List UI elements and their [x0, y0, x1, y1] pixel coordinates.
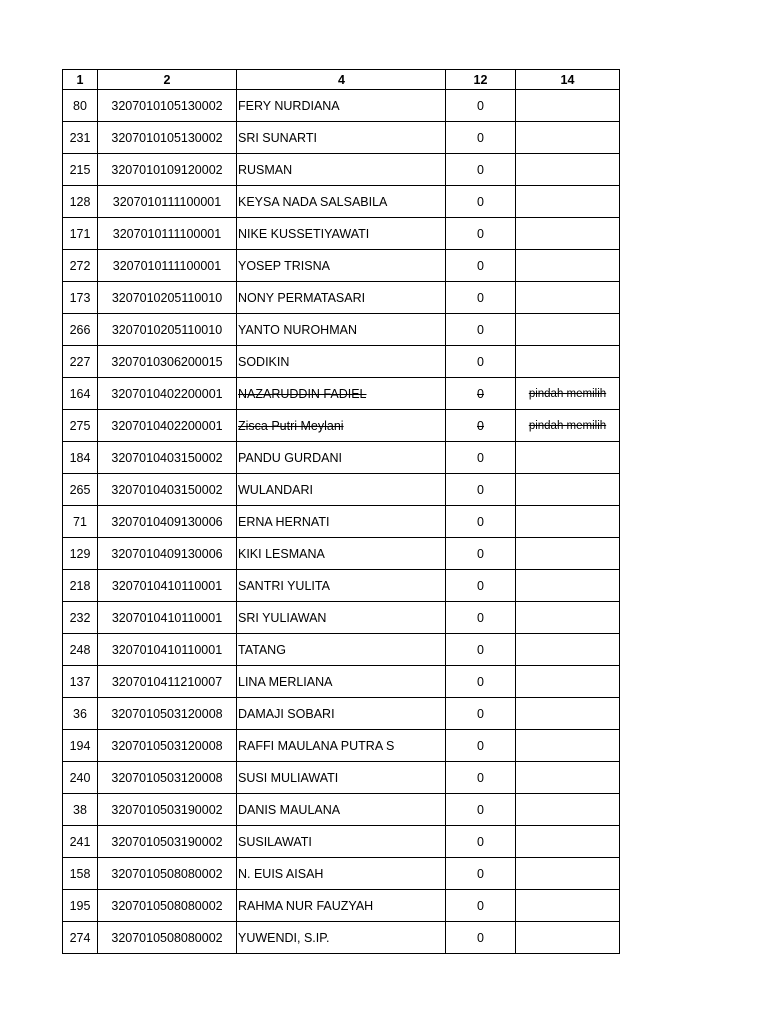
- row-value-cell: [446, 378, 516, 410]
- row-number-cell: [63, 218, 98, 250]
- row-note-text: pindah memilih: [528, 419, 607, 432]
- row-note-cell: [516, 538, 620, 570]
- row-id-cell: [98, 250, 237, 282]
- row-value-text: 0: [477, 770, 484, 785]
- row-number-text: 265: [69, 482, 91, 497]
- row-number-cell: [63, 282, 98, 314]
- row-name-cell: [237, 634, 446, 666]
- row-name-cell: [237, 122, 446, 154]
- row-value-cell: [446, 506, 516, 538]
- table-row: [63, 154, 620, 186]
- row-name-text: NIKE KUSSETIYAWATI: [238, 226, 370, 241]
- row-value-text: 0: [477, 546, 484, 561]
- row-value-cell: [446, 602, 516, 634]
- table-row: [63, 506, 620, 538]
- row-value-text: 0: [477, 418, 484, 433]
- row-name-cell: [237, 762, 446, 794]
- row-number-text: 231: [69, 130, 91, 145]
- row-number-text: 272: [69, 258, 91, 273]
- row-value-text: 0: [477, 642, 484, 657]
- row-value-text: 0: [477, 802, 484, 817]
- row-note-cell: [516, 474, 620, 506]
- row-value-text: 0: [477, 98, 484, 113]
- table-row: [63, 218, 620, 250]
- row-number-cell: [63, 570, 98, 602]
- row-note-cell: [516, 666, 620, 698]
- row-number-cell: [63, 442, 98, 474]
- row-name-text: KEYSA NADA SALSABILA: [238, 194, 388, 209]
- table-row: [63, 538, 620, 570]
- table-row: [63, 922, 620, 954]
- row-note-cell: [516, 314, 620, 346]
- row-value-text: 0: [477, 834, 484, 849]
- table-row: [63, 634, 620, 666]
- row-number-text: 38: [73, 802, 87, 817]
- row-value-text: 0: [477, 930, 484, 945]
- row-id-text: 3207010508080002: [111, 898, 223, 913]
- row-value-cell: [446, 122, 516, 154]
- row-id-cell: [98, 378, 237, 410]
- row-number-cell: [63, 314, 98, 346]
- row-number-cell: [63, 794, 98, 826]
- row-value-cell: [446, 442, 516, 474]
- row-name-text: DAMAJI SOBARI: [238, 706, 335, 721]
- row-name-text: YOSEP TRISNA: [238, 258, 330, 273]
- table-row: [63, 282, 620, 314]
- row-id-cell: [98, 570, 237, 602]
- row-name-text: WULANDARI: [238, 482, 314, 497]
- row-value-text: 0: [477, 386, 484, 401]
- row-value-text: 0: [477, 738, 484, 753]
- row-value-cell: [446, 346, 516, 378]
- row-name-cell: [237, 666, 446, 698]
- row-note-cell: [516, 890, 620, 922]
- row-id-cell: [98, 218, 237, 250]
- row-number-text: 275: [69, 418, 91, 433]
- table-row: [63, 826, 620, 858]
- row-id-cell: [98, 858, 237, 890]
- row-name-cell: [237, 826, 446, 858]
- table-row: [63, 794, 620, 826]
- row-value-text: 0: [477, 226, 484, 241]
- row-note-cell: [516, 186, 620, 218]
- row-number-text: 240: [69, 770, 91, 785]
- row-name-cell: [237, 794, 446, 826]
- row-name-cell: [237, 250, 446, 282]
- row-name-text: FERY NURDIANA: [238, 98, 340, 113]
- row-note-cell: [516, 570, 620, 602]
- table-row: [63, 186, 620, 218]
- row-id-text: 3207010508080002: [111, 866, 223, 881]
- row-name-cell: [237, 186, 446, 218]
- row-number-text: 194: [69, 738, 91, 753]
- row-note-cell: [516, 90, 620, 122]
- row-value-text: 0: [477, 130, 484, 145]
- row-number-cell: [63, 698, 98, 730]
- table-row: [63, 122, 620, 154]
- row-id-cell: [98, 282, 237, 314]
- row-name-text: SODIKIN: [238, 354, 290, 369]
- row-name-text: TATANG: [238, 642, 286, 657]
- row-name-cell: [237, 570, 446, 602]
- voter-table: [62, 69, 620, 954]
- row-number-text: 274: [69, 930, 91, 945]
- row-name-cell: [237, 314, 446, 346]
- row-id-text: 3207010503120008: [111, 770, 223, 785]
- row-name-text: YUWENDI, S.IP.: [238, 930, 330, 945]
- row-id-cell: [98, 186, 237, 218]
- row-note-cell: [516, 346, 620, 378]
- header-col-2: 2: [98, 70, 237, 90]
- row-number-cell: [63, 826, 98, 858]
- row-id-cell: [98, 506, 237, 538]
- row-name-text: NAZARUDDIN FADIEL: [238, 386, 367, 401]
- row-value-cell: [446, 730, 516, 762]
- row-number-text: 241: [69, 834, 91, 849]
- row-value-cell: [446, 826, 516, 858]
- row-value-cell: [446, 698, 516, 730]
- row-name-cell: [237, 442, 446, 474]
- row-note-cell: [516, 442, 620, 474]
- row-number-text: 266: [69, 322, 91, 337]
- row-name-text: ERNA HERNATI: [238, 514, 330, 529]
- row-name-text: SRI YULIAWAN: [238, 610, 327, 625]
- row-note-cell: [516, 378, 620, 410]
- row-number-cell: [63, 186, 98, 218]
- row-id-text: 3207010410110001: [111, 610, 223, 625]
- row-value-cell: [446, 218, 516, 250]
- row-note-cell: [516, 506, 620, 538]
- table-row: [63, 698, 620, 730]
- row-value-text: 0: [477, 866, 484, 881]
- table-row: [63, 250, 620, 282]
- row-id-cell: [98, 474, 237, 506]
- row-note-cell: [516, 922, 620, 954]
- row-id-text: 3207010503120008: [111, 738, 223, 753]
- table-header: [63, 70, 620, 90]
- row-name-text: RAHMA NUR FAUZYAH: [238, 898, 374, 913]
- row-name-cell: [237, 730, 446, 762]
- row-number-cell: [63, 122, 98, 154]
- row-name-text: DANIS MAULANA: [238, 802, 341, 817]
- row-note-cell: [516, 858, 620, 890]
- row-name-text: SUSI MULIAWATI: [238, 770, 339, 785]
- row-id-cell: [98, 730, 237, 762]
- row-value-text: 0: [477, 194, 484, 209]
- row-value-cell: [446, 186, 516, 218]
- table-row: [63, 570, 620, 602]
- row-number-cell: [63, 666, 98, 698]
- row-id-cell: [98, 346, 237, 378]
- row-note-cell: [516, 698, 620, 730]
- row-value-cell: [446, 666, 516, 698]
- row-number-cell: [63, 378, 98, 410]
- row-number-text: 129: [69, 546, 91, 561]
- row-id-text: 3207010410110001: [111, 578, 223, 593]
- row-id-text: 3207010111100001: [112, 194, 222, 209]
- row-value-cell: [446, 154, 516, 186]
- row-note-cell: [516, 410, 620, 442]
- row-name-cell: [237, 154, 446, 186]
- row-number-cell: [63, 602, 98, 634]
- row-number-text: 137: [69, 674, 91, 689]
- row-number-text: 184: [69, 450, 91, 465]
- row-id-text: 3207010105130002: [111, 98, 223, 113]
- table-body: [63, 90, 620, 954]
- row-value-cell: [446, 474, 516, 506]
- row-id-text: 3207010402200001: [111, 418, 223, 433]
- row-id-text: 3207010503190002: [111, 802, 223, 817]
- row-note-cell: [516, 218, 620, 250]
- table-row: [63, 666, 620, 698]
- row-name-text: SANTRI YULITA: [238, 578, 330, 593]
- row-value-cell: [446, 314, 516, 346]
- row-id-cell: [98, 890, 237, 922]
- row-number-cell: [63, 250, 98, 282]
- row-value-text: 0: [477, 482, 484, 497]
- table-row: [63, 378, 620, 410]
- row-value-cell: [446, 858, 516, 890]
- row-id-cell: [98, 698, 237, 730]
- row-id-cell: [98, 666, 237, 698]
- row-number-cell: [63, 474, 98, 506]
- row-number-text: 227: [69, 354, 91, 369]
- row-note-cell: [516, 826, 620, 858]
- row-id-text: 3207010508080002: [111, 930, 223, 945]
- row-note-cell: [516, 730, 620, 762]
- row-number-text: 215: [69, 162, 91, 177]
- row-id-text: 3207010403150002: [111, 450, 223, 465]
- table-row: [63, 346, 620, 378]
- row-id-cell: [98, 794, 237, 826]
- header-row: [63, 70, 620, 90]
- row-id-text: 3207010205110010: [111, 322, 223, 337]
- row-number-cell: [63, 762, 98, 794]
- row-value-cell: [446, 570, 516, 602]
- row-number-cell: [63, 346, 98, 378]
- row-note-cell: [516, 634, 620, 666]
- row-id-text: 3207010503120008: [111, 706, 223, 721]
- row-id-cell: [98, 922, 237, 954]
- header-col-1: 1: [63, 70, 98, 90]
- row-value-text: 0: [477, 162, 484, 177]
- row-name-cell: [237, 698, 446, 730]
- row-name-text: NONY PERMATASARI: [238, 290, 366, 305]
- row-name-text: N. EUIS AISAH: [238, 866, 324, 881]
- row-id-cell: [98, 90, 237, 122]
- row-number-text: 195: [69, 898, 91, 913]
- row-note-cell: [516, 154, 620, 186]
- row-id-cell: [98, 762, 237, 794]
- row-name-cell: [237, 890, 446, 922]
- row-note-cell: [516, 794, 620, 826]
- row-id-cell: [98, 826, 237, 858]
- row-number-text: 171: [69, 226, 91, 241]
- row-number-cell: [63, 634, 98, 666]
- row-value-cell: [446, 634, 516, 666]
- table-row: [63, 602, 620, 634]
- row-number-text: 71: [73, 514, 87, 529]
- row-value-text: 0: [477, 578, 484, 593]
- header-col-12: 12: [446, 70, 516, 90]
- row-name-cell: [237, 858, 446, 890]
- row-id-cell: [98, 122, 237, 154]
- row-value-text: 0: [477, 258, 484, 273]
- row-id-cell: [98, 634, 237, 666]
- table-row: [63, 474, 620, 506]
- row-id-text: 3207010111100001: [112, 226, 222, 241]
- row-name-cell: [237, 282, 446, 314]
- row-value-text: 0: [477, 898, 484, 913]
- row-value-cell: [446, 410, 516, 442]
- row-value-cell: [446, 922, 516, 954]
- row-note-cell: [516, 282, 620, 314]
- table-row: [63, 90, 620, 122]
- row-value-text: 0: [477, 514, 484, 529]
- table-row: [63, 890, 620, 922]
- row-id-text: 3207010105130002: [111, 130, 223, 145]
- row-number-text: 158: [69, 866, 91, 881]
- row-note-cell: [516, 762, 620, 794]
- row-number-cell: [63, 90, 98, 122]
- row-number-text: 248: [69, 642, 91, 657]
- table-row: [63, 762, 620, 794]
- row-name-text: SUSILAWATI: [238, 834, 312, 849]
- row-name-cell: [237, 474, 446, 506]
- row-number-text: 128: [69, 194, 91, 209]
- row-id-text: 3207010410110001: [111, 642, 223, 657]
- table-row: [63, 730, 620, 762]
- row-id-text: 3207010409130006: [111, 546, 223, 561]
- row-value-cell: [446, 794, 516, 826]
- row-name-cell: [237, 538, 446, 570]
- row-name-cell: [237, 410, 446, 442]
- row-number-cell: [63, 506, 98, 538]
- row-id-text: 3207010306200015: [111, 354, 223, 369]
- row-number-cell: [63, 858, 98, 890]
- row-id-text: 3207010403150002: [111, 482, 223, 497]
- row-value-text: 0: [477, 322, 484, 337]
- header-col-4: 4: [237, 70, 446, 90]
- row-number-cell: [63, 538, 98, 570]
- row-value-cell: [446, 762, 516, 794]
- row-id-text: 3207010411210007: [111, 674, 223, 689]
- row-name-text: KIKI LESMANA: [238, 546, 325, 561]
- row-number-cell: [63, 154, 98, 186]
- table-row: [63, 314, 620, 346]
- table-row: [63, 442, 620, 474]
- row-value-cell: [446, 890, 516, 922]
- row-number-cell: [63, 730, 98, 762]
- row-id-text: 3207010109120002: [111, 162, 223, 177]
- row-note-text: pindah memilih: [528, 387, 607, 400]
- row-id-cell: [98, 154, 237, 186]
- row-name-text: YANTO NUROHMAN: [238, 322, 357, 337]
- row-id-cell: [98, 314, 237, 346]
- row-number-text: 173: [69, 290, 91, 305]
- row-id-cell: [98, 538, 237, 570]
- row-id-text: 3207010409130006: [111, 514, 223, 529]
- header-col-14: 14: [516, 70, 620, 90]
- row-value-text: 0: [477, 706, 484, 721]
- row-value-cell: [446, 90, 516, 122]
- row-id-text: 3207010205110010: [111, 290, 223, 305]
- row-id-cell: [98, 410, 237, 442]
- table-row: [63, 858, 620, 890]
- row-number-text: 218: [69, 578, 91, 593]
- row-name-cell: [237, 346, 446, 378]
- row-value-cell: [446, 282, 516, 314]
- row-note-cell: [516, 602, 620, 634]
- row-id-text: 3207010111100001: [112, 258, 222, 273]
- row-number-cell: [63, 410, 98, 442]
- row-value-cell: [446, 250, 516, 282]
- row-name-text: SRI SUNARTI: [238, 130, 317, 145]
- row-name-cell: [237, 218, 446, 250]
- row-value-text: 0: [477, 354, 484, 369]
- row-note-cell: [516, 250, 620, 282]
- row-name-text: Zisca Putri Meylani: [238, 418, 344, 433]
- row-name-cell: [237, 506, 446, 538]
- row-name-cell: [237, 378, 446, 410]
- row-number-cell: [63, 922, 98, 954]
- row-name-text: RAFFI MAULANA PUTRA S: [238, 738, 395, 753]
- row-name-cell: [237, 922, 446, 954]
- row-value-text: 0: [477, 610, 484, 625]
- row-number-text: 36: [73, 706, 87, 721]
- row-value-text: 0: [477, 674, 484, 689]
- row-name-text: RUSMAN: [238, 162, 293, 177]
- row-name-text: PANDU GURDANI: [238, 450, 342, 465]
- row-number-text: 164: [69, 386, 91, 401]
- row-value-text: 0: [477, 290, 484, 305]
- row-name-cell: [237, 602, 446, 634]
- row-value-text: 0: [477, 450, 484, 465]
- row-name-cell: [237, 90, 446, 122]
- row-id-cell: [98, 602, 237, 634]
- row-name-text: LINA MERLIANA: [238, 674, 333, 689]
- row-number-text: 232: [69, 610, 91, 625]
- row-note-cell: [516, 122, 620, 154]
- row-id-cell: [98, 442, 237, 474]
- row-number-cell: [63, 890, 98, 922]
- row-number-text: 80: [73, 98, 87, 113]
- row-id-text: 3207010402200001: [111, 386, 223, 401]
- row-id-text: 3207010503190002: [111, 834, 223, 849]
- row-value-cell: [446, 538, 516, 570]
- table-row: [63, 410, 620, 442]
